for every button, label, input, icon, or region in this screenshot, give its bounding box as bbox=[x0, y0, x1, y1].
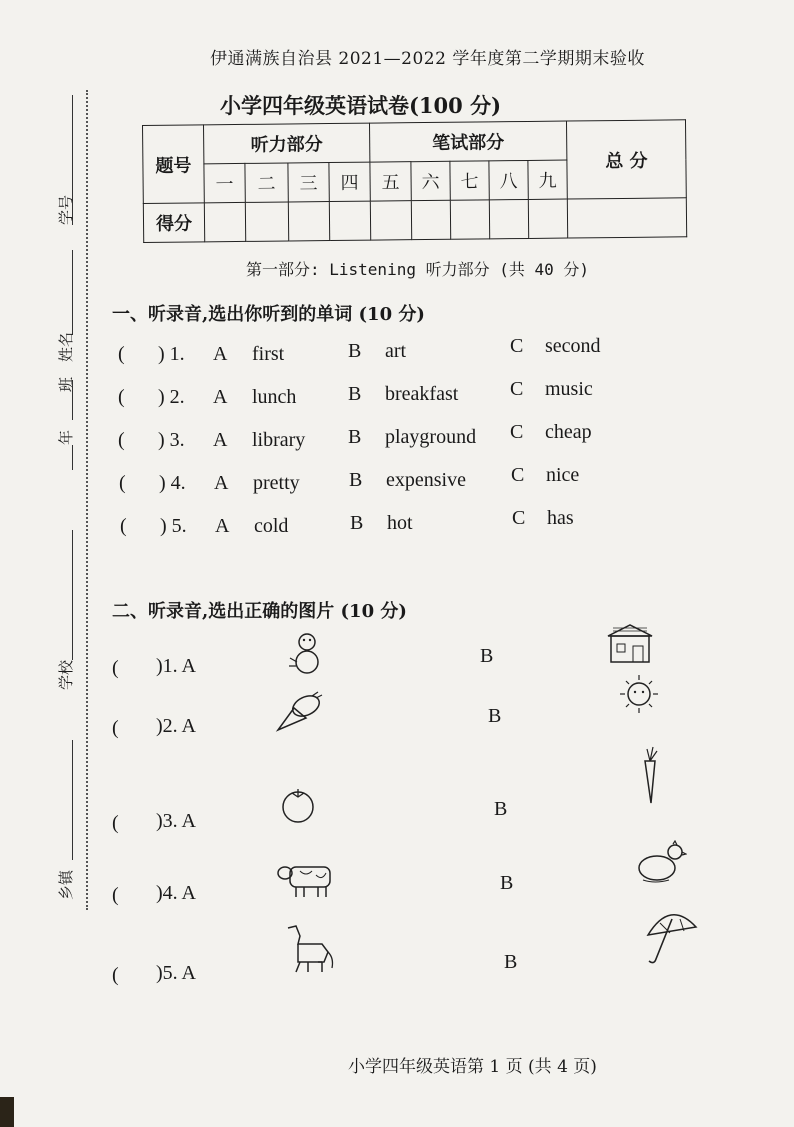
binding-dotted-line bbox=[86, 90, 88, 910]
option-b-letter: B bbox=[348, 426, 362, 448]
option-b-letter: B bbox=[350, 512, 364, 534]
snowman-icon bbox=[285, 630, 325, 675]
option-c-letter: C bbox=[512, 507, 526, 529]
score-cell[interactable] bbox=[411, 200, 450, 239]
option-a-word: cold bbox=[254, 515, 289, 537]
horse-icon bbox=[278, 922, 338, 977]
writing-part-label: 笔试部分 bbox=[369, 121, 566, 162]
name-line bbox=[72, 250, 73, 335]
school-line bbox=[72, 530, 73, 660]
col-8: 八 bbox=[489, 160, 528, 199]
school-label: 学校 bbox=[57, 659, 75, 690]
col-2: 二 bbox=[245, 163, 288, 202]
cow-icon bbox=[276, 857, 336, 899]
question-number: ) 5. bbox=[160, 515, 187, 537]
score-cell[interactable] bbox=[489, 199, 528, 238]
option-c-word: has bbox=[547, 507, 574, 529]
option-b-letter: B bbox=[348, 383, 362, 405]
option-a-word: pretty bbox=[253, 472, 300, 494]
total-score-cell[interactable] bbox=[567, 198, 686, 238]
exam-title: 小学四年级英语试卷(100 分) bbox=[220, 93, 502, 118]
option-c-letter: C bbox=[510, 421, 524, 443]
open-paren: ( bbox=[118, 343, 125, 365]
section1-heading: 一、听录音,选出你听到的单词 (10 分) bbox=[112, 304, 425, 325]
col-3: 三 bbox=[288, 163, 329, 202]
question-number: )2. A bbox=[156, 715, 196, 737]
option-b-word: art bbox=[385, 340, 407, 362]
grade-line bbox=[72, 445, 73, 470]
option-b-letter: B bbox=[349, 469, 363, 491]
question-number: ) 1. bbox=[158, 343, 185, 365]
option-b-letter: B bbox=[494, 798, 508, 820]
umbrella-icon bbox=[640, 905, 702, 967]
option-a-letter: A bbox=[214, 472, 229, 494]
option-b-letter: B bbox=[500, 872, 514, 894]
total-label: 总 分 bbox=[566, 120, 686, 199]
open-paren: ( bbox=[120, 515, 127, 537]
option-a-letter: A bbox=[215, 515, 230, 537]
option-b-letter: B bbox=[480, 645, 494, 667]
score-cell[interactable] bbox=[329, 201, 370, 240]
option-a-word: library bbox=[252, 429, 306, 451]
option-b-word: playground bbox=[385, 426, 477, 448]
score-cell[interactable] bbox=[245, 202, 288, 241]
score-cell[interactable] bbox=[450, 200, 489, 239]
option-b-letter: B bbox=[504, 951, 518, 973]
option-c-word: music bbox=[545, 378, 593, 400]
house-icon bbox=[605, 622, 655, 664]
part-one-title: 第一部分: Listening 听力部分 (共 40 分) bbox=[246, 260, 590, 279]
col-1: 一 bbox=[204, 163, 245, 202]
page-footer: 小学四年级英语第 1 页 (共 4 页) bbox=[348, 1057, 597, 1077]
question-number: ) 3. bbox=[158, 429, 185, 451]
option-c-word: second bbox=[545, 335, 601, 357]
question-number: ) 4. bbox=[159, 472, 186, 494]
option-b-letter: B bbox=[348, 340, 362, 362]
option-c-word: cheap bbox=[545, 421, 592, 443]
score-cell[interactable] bbox=[288, 202, 329, 241]
col-9: 九 bbox=[528, 160, 567, 199]
section2-heading: 二、听录音,选出正确的图片 (10 分) bbox=[112, 601, 407, 622]
col-7: 七 bbox=[450, 161, 489, 200]
option-b-word: hot bbox=[387, 512, 413, 534]
option-a-letter: A bbox=[213, 386, 228, 408]
question-number: ) 2. bbox=[158, 386, 185, 408]
option-b-word: breakfast bbox=[385, 383, 459, 405]
question-number: )5. A bbox=[156, 962, 196, 984]
score-row-label: 得分 bbox=[143, 203, 204, 243]
tomato-icon bbox=[278, 785, 318, 825]
col-6: 六 bbox=[411, 161, 450, 200]
open-paren: ( bbox=[112, 657, 119, 679]
open-paren: ( bbox=[112, 812, 119, 834]
open-paren: ( bbox=[112, 717, 119, 739]
carrot-icon bbox=[635, 745, 665, 807]
open-paren: ( bbox=[112, 964, 119, 986]
page-edge-shadow bbox=[0, 1097, 14, 1127]
ice-cream-icon bbox=[272, 690, 327, 735]
option-a-word: lunch bbox=[252, 386, 297, 408]
sun-icon bbox=[618, 673, 660, 715]
option-c-letter: C bbox=[511, 464, 525, 486]
col-5: 五 bbox=[370, 162, 411, 201]
score-cell[interactable] bbox=[370, 201, 411, 240]
student-no-label: 学号 bbox=[57, 194, 75, 225]
township-line bbox=[72, 740, 73, 860]
option-c-letter: C bbox=[510, 378, 524, 400]
listening-part-label: 听力部分 bbox=[204, 123, 370, 164]
score-cell[interactable] bbox=[528, 199, 567, 238]
option-b-word: expensive bbox=[386, 469, 466, 491]
item-no-label: 题号 bbox=[143, 125, 205, 204]
question-number: )1. A bbox=[156, 655, 196, 677]
col-4: 四 bbox=[329, 162, 370, 201]
open-paren: ( bbox=[119, 472, 126, 494]
option-c-letter: C bbox=[510, 335, 524, 357]
name-label: 姓名 bbox=[57, 331, 75, 362]
option-a-letter: A bbox=[213, 429, 228, 451]
township-label: 乡镇 bbox=[57, 869, 75, 900]
question-number: )3. A bbox=[156, 810, 196, 832]
option-a-letter: A bbox=[213, 343, 228, 365]
score-table bbox=[142, 119, 687, 243]
grade-label: 年 bbox=[57, 429, 75, 445]
question-number: )4. A bbox=[156, 882, 196, 904]
option-a-word: first bbox=[252, 343, 285, 365]
class-label: 班 bbox=[57, 376, 75, 392]
exam-header: 伊通满族自治县 2021—2022 学年度第二学期期末验收 bbox=[210, 49, 645, 69]
open-paren: ( bbox=[118, 429, 125, 451]
open-paren: ( bbox=[112, 884, 119, 906]
hen-icon bbox=[635, 840, 687, 885]
open-paren: ( bbox=[118, 386, 125, 408]
option-c-word: nice bbox=[546, 464, 580, 486]
score-cell[interactable] bbox=[204, 202, 245, 241]
option-b-letter: B bbox=[488, 705, 502, 727]
